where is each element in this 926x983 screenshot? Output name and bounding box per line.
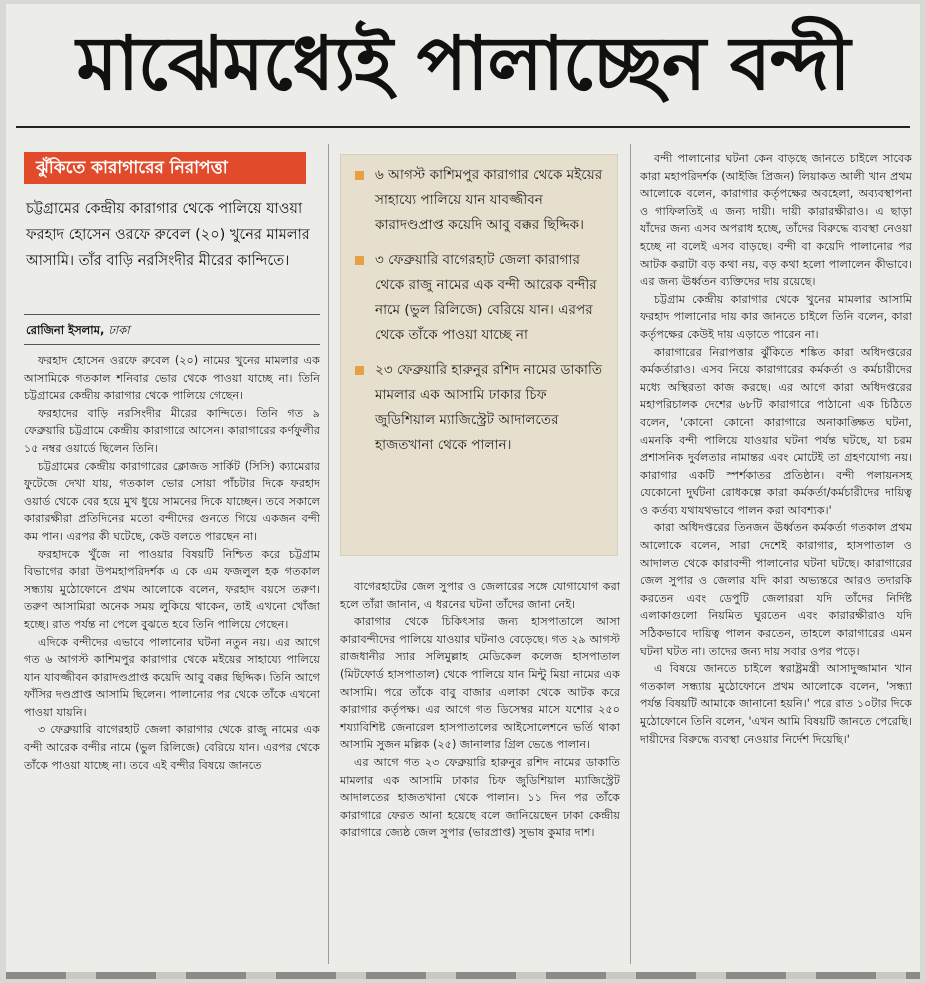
paragraph: ফরহাদের বাড়ি নরসিংদীর মীরের কান্দিতে। তিনি গত ৯ ফেব্রুয়ারি চট্টগ্রামে কেন্দ্রীয় কারাগারে আসেন। কারাগারের কর্ণফুলীর ১৫ নম্বর ওয়ার্ডে ছিলেন তিনি। — [24, 406, 320, 455]
left-column — [24, 352, 320, 774]
highlights-box — [340, 154, 618, 556]
paragraph: কারা অধিদপ্তরের তিনজন ঊর্ধ্বতন কর্মকর্তা গতকাল প্রথম আলোকে বলেন, সারা দেশেই কারাগার, হাসপাতাল ও আদালত থেকে কারাবন্দী পালানোর ঘটনা ঘটছে। কারাগারের জেল সুপার ও জেলার যদি কারা অভ্যন্তরে আরও তদারকি করতেন এবং ডেপুটি জেলাররা যদি তাঁদের নির্দিষ্ট এলাকাগুলো নিয়মিত ঘুরতেন এবং কারারক্ষীরাও যদি সঠিকভাবে দায়িত্ব পালন করতেন, তাহলে কারাগারের এমন ঘটনা ঘটত না। তাদের জন্য দায় সবার ওপর পড়ে। — [640, 521, 912, 658]
highlight-item — [355, 163, 607, 238]
middle-column — [340, 578, 620, 842]
paragraph: বাগেরহাটের জেল সুপার ও জেলারের সঙ্গে যোগাযোগ করা হলে তাঁরা জানান, এ ধরনের ঘটনা তাঁদের জানা নেই। — [340, 580, 620, 611]
right-column — [640, 150, 912, 748]
square-bullet-icon — [355, 171, 364, 180]
paragraph: চট্টগ্রামের কেন্দ্রীয় কারাগারের ক্লোজড সার্কিট (সিসি) ক্যামেরার ফুটেজে দেখা যায়, গতকাল ভোর সোয়া পাঁচটার দিকে ফরহাদ ওয়ার্ড থেকে বের হয়ে মুখ ধুয়ে সামনের দিকে যাচ্ছেন। তবে সকালে কারারক্ষীরা প্রতিদিনের মতো বন্দীদের গুনতে গিয়ে একজন বন্দী কম পান। এরপর কী ঘটেছে, কেউ বলতে পারছেন না। — [24, 459, 320, 543]
column-separator — [328, 144, 329, 964]
kicker-banner: ঝুঁকিতে কারাগারের নিরাপত্তা — [24, 152, 306, 184]
page-edge-strip — [6, 972, 920, 979]
paragraph: কারাগারের নিরাপত্তার ঝুঁকিতে শঙ্কিত কারা অধিদপ্তরের কর্মকর্তারাও। এসব নিয়ে কারাগারের কর্মকর্তা ও কর্মচারীদের মধ্যে অস্থিরতা কাজ করছে। এর আগে কারা অধিদপ্তরের মহাপরিচালক দেশের ৬৮টি কারাগারে পাঠানো এক চিঠিতে বলেন, 'কোনো কোনো কারাগারে অনাকাঙ্ক্ষিত ঘটনা, এমনকি বন্দী পালিয়ে যাওয়ার ঘটনা পর্যন্ত ঘটছে, যা চরম প্রশাসনিক দুর্বলতার নামান্তর এবং মোটেই তা গ্রহণযোগ্য নয়। কারাগার একটি স্পর্শকাতর প্রতিষ্ঠান। বন্দী পলায়নসহ যেকোনো দুর্ঘটনা রোধকল্পে কারা কর্মকর্তা/কর্মচারীদের দায়িত্ব ও কর্তব্য যথাযথভাবে পালন করা আবশ্যক।' — [640, 345, 912, 517]
paragraph: এ বিষয়ে জানতে চাইলে স্বরাষ্ট্রমন্ত্রী আসাদুজ্জামান খান গতকাল সন্ধ্যায় মুঠোফোনে প্রথম আলোকে বলেন, 'সন্ধ্যা পর্যন্ত বিষয়টি আমাকে জানানো হয়নি।' পরে রাত ১০টার দিকে মুঠোফোনে তিনি বলেন, 'এখন আমি বিষয়টি জানতে পেরেছি। দায়ীদের বিরুদ্ধে ব্যবস্থা নেওয়ার নির্দেশ দিয়েছি।' — [640, 662, 912, 746]
paragraph: বন্দী পালানোর ঘটনা কেন বাড়ছে জানতে চাইলে সাবেক কারা মহাপরিদর্শক (আইজি প্রিজন) লিয়াকত আলী খান প্রথম আলোকে বলেন, কারাগার কর্তৃপক্ষের অবহেলা, অব্যবস্থাপনা ও গাফিলতিই এ জন্য দায়ী। দায়ী কারারক্ষীরাও। এ ছাড়া যাঁদের জন্য এসব অপরাধ হচ্ছে, তাঁদের বিরুদ্ধে ব্যবস্থা নেওয়া হচ্ছে না বলেই এসব বাড়ছে। বন্দী বা কয়েদি পালানোর পর আটক করাটা বড় কথা নয়, বড় কথা হলো পালালেন কীভাবে। এর জন্য ঊর্ধ্বতন ব্যক্তিদের দায় রয়েছে। — [640, 152, 912, 289]
paragraph: চট্টগ্রাম কেন্দ্রীয় কারাগার থেকে খুনের মামলার আসামি ফরহাদ পালানোর দায় কার জানতে চাইলে তিনি বলেন, কারা কর্তৃপক্ষের কেউই দায় এড়াতে পারেন না। — [640, 292, 912, 341]
paragraph: কারাগার থেকে চিকিৎসার জন্য হাসপাতালে আসা কারাবন্দীদের পালিয়ে যাওয়ার ঘটনাও বেড়েছে। গত ২৯ আগস্ট রাজধানীর স্যার সলিমুল্লাহ মেডিকেল কলেজ হাসপাতাল (মিটফোর্ড হাসপাতাল) থেকে পালিয়ে যান মিন্টু মিয়া নামের এক আসামি। পরে তাঁকে বাবু বাজার এলাকা থেকে আটক করে কারাগার কর্তৃপক্ষ। এর আগে গত ডিসেম্বর মাসে যশোর ২৫০ শয্যাবিশিষ্ট জেনারেল হাসপাতালের আইসোলেশনে ভর্তি থাকা আসামি সুজন মল্লিক (২৫) জানালার গ্রিল ভেঙে পালান। — [340, 615, 620, 752]
highlight-text: ৩ ফেব্রুয়ারি বাগেরহাট জেলা কারাগার থেকে রাজু নামের এক বন্দী আরেক বন্দীর নামে (ভুল রিলিজে) বেরিয়ে যান। এরপর থেকে তাঁকে পাওয়া যাচ্ছে না — [375, 252, 597, 343]
byline-rule-top — [24, 314, 320, 315]
headline-rule — [16, 126, 910, 128]
paragraph: ফরহাদকে খুঁজে না পাওয়ার বিষয়টি নিশ্চিত করে চট্টগ্রাম বিভাগের কারা উপমহাপরিদর্শক এ কে এম ফজলুল হক গতকাল সন্ধ্যায় মুঠোফোনে প্রথম আলোকে বলেন, ফরহাদ বয়সে তরুণ। তরুণ আসামিরা অনেক সময় লুকিয়ে থাকেন, তাই এখনো খোঁজা হচ্ছে। রাত পর্যন্ত না পেলে বুঝতে হবে তিনি পালিয়ে গেছেন। — [24, 547, 320, 631]
byline-rule-bottom — [24, 344, 320, 345]
paragraph: ফরহাদ হোসেন ওরফে রুবেল (২০) নামের খুনের মামলার এক আসামিকে গতকাল শনিবার ভোর থেকে পাওয়া যাচ্ছে না। তিনি চট্টগ্রামের কেন্দ্রীয় কারাগার থেকে পালিয়ে গেছেন। — [24, 354, 320, 403]
byline-name: রোজিনা ইসলাম, — [26, 323, 105, 337]
column-separator — [630, 144, 631, 964]
square-bullet-icon — [355, 366, 364, 375]
paragraph: এদিকে বন্দীদের এভাবে পালানোর ঘটনা নতুন নয়। এর আগে গত ৬ আগস্ট কাশিমপুর কারাগার থেকে মইয়ের সাহায্যে পালিয়ে যান যাবজ্জীবন কারাদণ্ডপ্রাপ্ত কয়েদি আবু বক্কর ছিদ্দিক। তিনি আগে ফাঁসির দণ্ডপ্রাপ্ত আসামি ছিলেন। পালানোর পর থেকে তাঁকে এখনো পাওয়া যায়নি। — [24, 635, 320, 719]
headline: মাঝেমধ্যেই পালাচ্ছেন বন্দী — [76, 21, 850, 107]
square-bullet-icon — [355, 256, 364, 265]
highlight-item — [355, 248, 607, 348]
highlight-text: ৬ আগস্ট কাশিমপুর কারাগার থেকে মইয়ের সাহায্যে পালিয়ে যান যাবজ্জীবন কারাদণ্ডপ্রাপ্ত কয়েদি আবু বক্কর ছিদ্দিক। — [375, 167, 603, 233]
byline — [26, 322, 316, 341]
deck-summary: চট্টগ্রামের কেন্দ্রীয় কারাগার থেকে পালিয়ে যাওয়া ফরহাদ হোসেন ওরফে রুবেল (২০) খুনের মামলার আসামি। তাঁর বাড়ি নরসিংদীর মীরের কান্দিতে। — [26, 201, 310, 269]
newspaper-page — [6, 4, 920, 979]
byline-place: ঢাকা — [108, 323, 130, 337]
highlight-item — [355, 358, 607, 458]
paragraph: এর আগে গত ২৩ ফেব্রুয়ারি হারুনুর রশিদ নামের ডাকাতি মামলার এক আসামি ঢাকার চিফ জুডিশিয়াল ম্যাজিস্ট্রেট আদালতের হাজতখানা থেকে পালান। ১১ দিন পর তাঁকে কারাগারে ফেরত আনা হয়েছে বলে জানিয়েছেন ঢাকা কেন্দ্রীয় কারাগারে জ্যেষ্ঠ জেল সুপার (ভারপ্রাপ্ত) সুভাষ কুমার দাশ। — [340, 755, 620, 840]
highlight-text: ২৩ ফেব্রুয়ারি হারুনুর রশিদ নামের ডাকাতি মামলার এক আসামি ঢাকার চিফ জুডিশিয়াল ম্যাজিস্ট্রেট আদালতের হাজতখানা থেকে পালান। — [375, 362, 603, 453]
paragraph: ৩ ফেব্রুয়ারি বাগেরহাট জেলা কারাগার থেকে রাজু নামের এক বন্দী আরেক বন্দীর নামে (ভুল রিলিজে) বেরিয়ে যান। এরপর থেকে তাঁকে পাওয়া যাচ্ছে না। তবে এই বন্দীর বিষয়ে জানতে — [24, 723, 320, 772]
